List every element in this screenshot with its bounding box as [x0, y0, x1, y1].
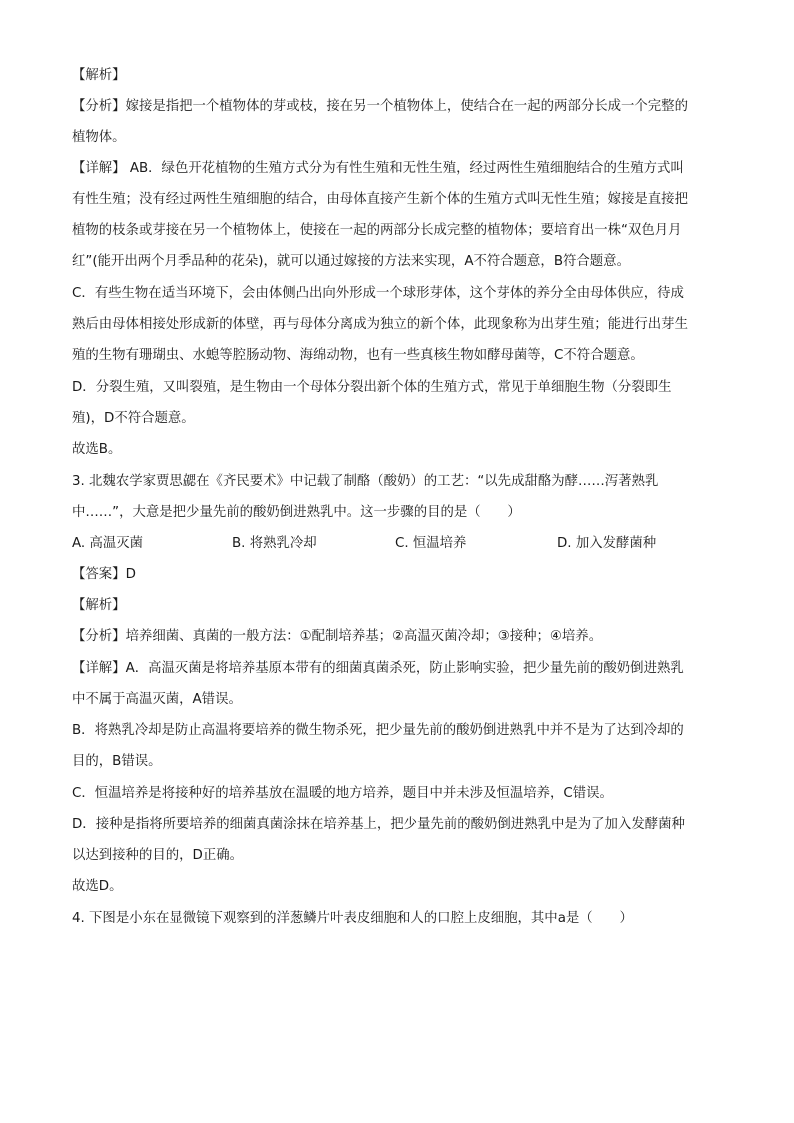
analysis-text-cont: 植物体。 — [72, 130, 126, 145]
q3-option-a-explanation: A．高温灭菌是将培养基原本带有的细菌真菌杀死，防止影响实验，把少量先前的酸奶倒进熟乳 — [125, 661, 684, 676]
detail-text-line2: 有性生殖；没有经过两性生殖细胞的结合，由母体直接产生新个体的生殖方式叫无性生殖；嫁接是直接把 — [72, 192, 688, 207]
q3-analysis-text: 培养细菌、真菌的一般方法：①配制培养基；②高温灭菌冷却；③接种；④培养。 — [125, 629, 603, 644]
option-d-explanation: D．分裂生殖，又叫裂殖，是生物由一个母体分裂出新个体的生殖方式，常见于单细胞生物（分裂即生 — [72, 380, 672, 395]
q3-option-a-explanation-line2: 中不属于高温灭菌，A错误。 — [72, 692, 242, 707]
option-d: D. 加入发酵菌种 — [557, 536, 657, 551]
question-3-stem-line2: 中……”，大意是把少量先前的酸奶倒进熟乳中。这一步骤的目的是（ ） — [72, 505, 521, 520]
option-a: A. 高温灭菌 — [72, 536, 143, 551]
q3-option-d-explanation-line2: 以达到接种的目的，D正确。 — [72, 848, 243, 863]
q3-option-d-explanation: D．接种是指将所要培养的细菌真菌涂抹在培养基上，把少量先前的酸奶倒进熟乳中是为了加入发酵菌种 — [72, 817, 685, 832]
detail-text-line4: 红”(能开出两个月季品种的花朵)，就可以通过嫁接的方法来实现，A不符合题意，B符合题意。 — [72, 254, 630, 269]
answer-value: D — [125, 567, 136, 582]
option-c-explanation-line3: 殖的生物有珊瑚虫、水螅等腔肠动物、海绵动物，也有一些真核生物如酵母菌等，C不符合题意。 — [72, 348, 644, 363]
q3-final-answer: 故选D。 — [72, 879, 123, 894]
q3-analysis-paragraph — [72, 627, 722, 647]
answer-tag: 【答案】 — [72, 567, 126, 582]
q3-option-b-explanation-line2: 目的，B错误。 — [72, 754, 162, 769]
option-c-explanation-line2: 熟后由母体相接处形成新的体壁，再与母体分离成为独立的新个体，此现象称为出芽生殖；能进行出芽生 — [72, 317, 688, 332]
question-4-stem: 4. 下图是小东在显微镜下观察到的洋葱鳞片叶表皮细胞和人的口腔上皮细胞，其中a是（ ） — [72, 911, 633, 926]
q3-option-b-explanation: B．将熟乳冷却是防止高温将要培养的微生物杀死，把少量先前的酸奶倒进熟乳中并不是为了达到冷却的 — [72, 723, 684, 738]
detail-paragraph — [72, 159, 722, 179]
option-d-explanation-line2: 殖)，D不符合题意。 — [72, 411, 195, 426]
analysis-heading: 【解析】 — [72, 68, 126, 83]
q3-option-c-explanation: C．恒温培养是将接种好的培养基放在温暖的地方培养，题目中并未涉及恒温培养，C错误。 — [72, 786, 613, 801]
answer-line — [72, 565, 722, 585]
detail-text: AB．绿色开花植物的生殖方式分为有性生殖和无性生殖，经过两性生殖细胞结合的生殖方式叫 — [125, 161, 684, 176]
analysis-tag: 【分析】 — [72, 99, 126, 114]
detail-tag: 【详解】 — [72, 161, 126, 176]
detail-text-line3: 植物的枝条或芽接在另一个植物体上，使接在一起的两部分长成完整的植物体；要培育出一株“双色月月 — [72, 223, 682, 238]
analysis-paragraph — [72, 97, 722, 117]
q3-detail-tag: 【详解】 — [72, 661, 126, 676]
final-answer: 故选B。 — [72, 442, 122, 457]
option-c-explanation: C．有些生物在适当环境下，会由体侧凸出向外形成一个球形芽体，这个芽体的养分全由母体供应，待成 — [72, 286, 684, 301]
q3-detail-paragraph — [72, 659, 722, 679]
q3-analysis-tag: 【分析】 — [72, 629, 126, 644]
option-b: B. 将熟乳冷却 — [232, 536, 317, 551]
analysis-text: 嫁接是指把一个植物体的芽或枝，接在另一个植物体上，使结合在一起的两部分长成一个完整的 — [125, 99, 688, 114]
question-3-stem: 3. 北魏农学家贾思勰在《齐民要术》中记载了制酪（酸奶）的工艺：“以先成甜酪为酵……泻著熟乳 — [72, 474, 659, 489]
option-c: C. 恒温培养 — [395, 536, 467, 551]
q3-analysis-heading: 【解析】 — [72, 598, 126, 613]
